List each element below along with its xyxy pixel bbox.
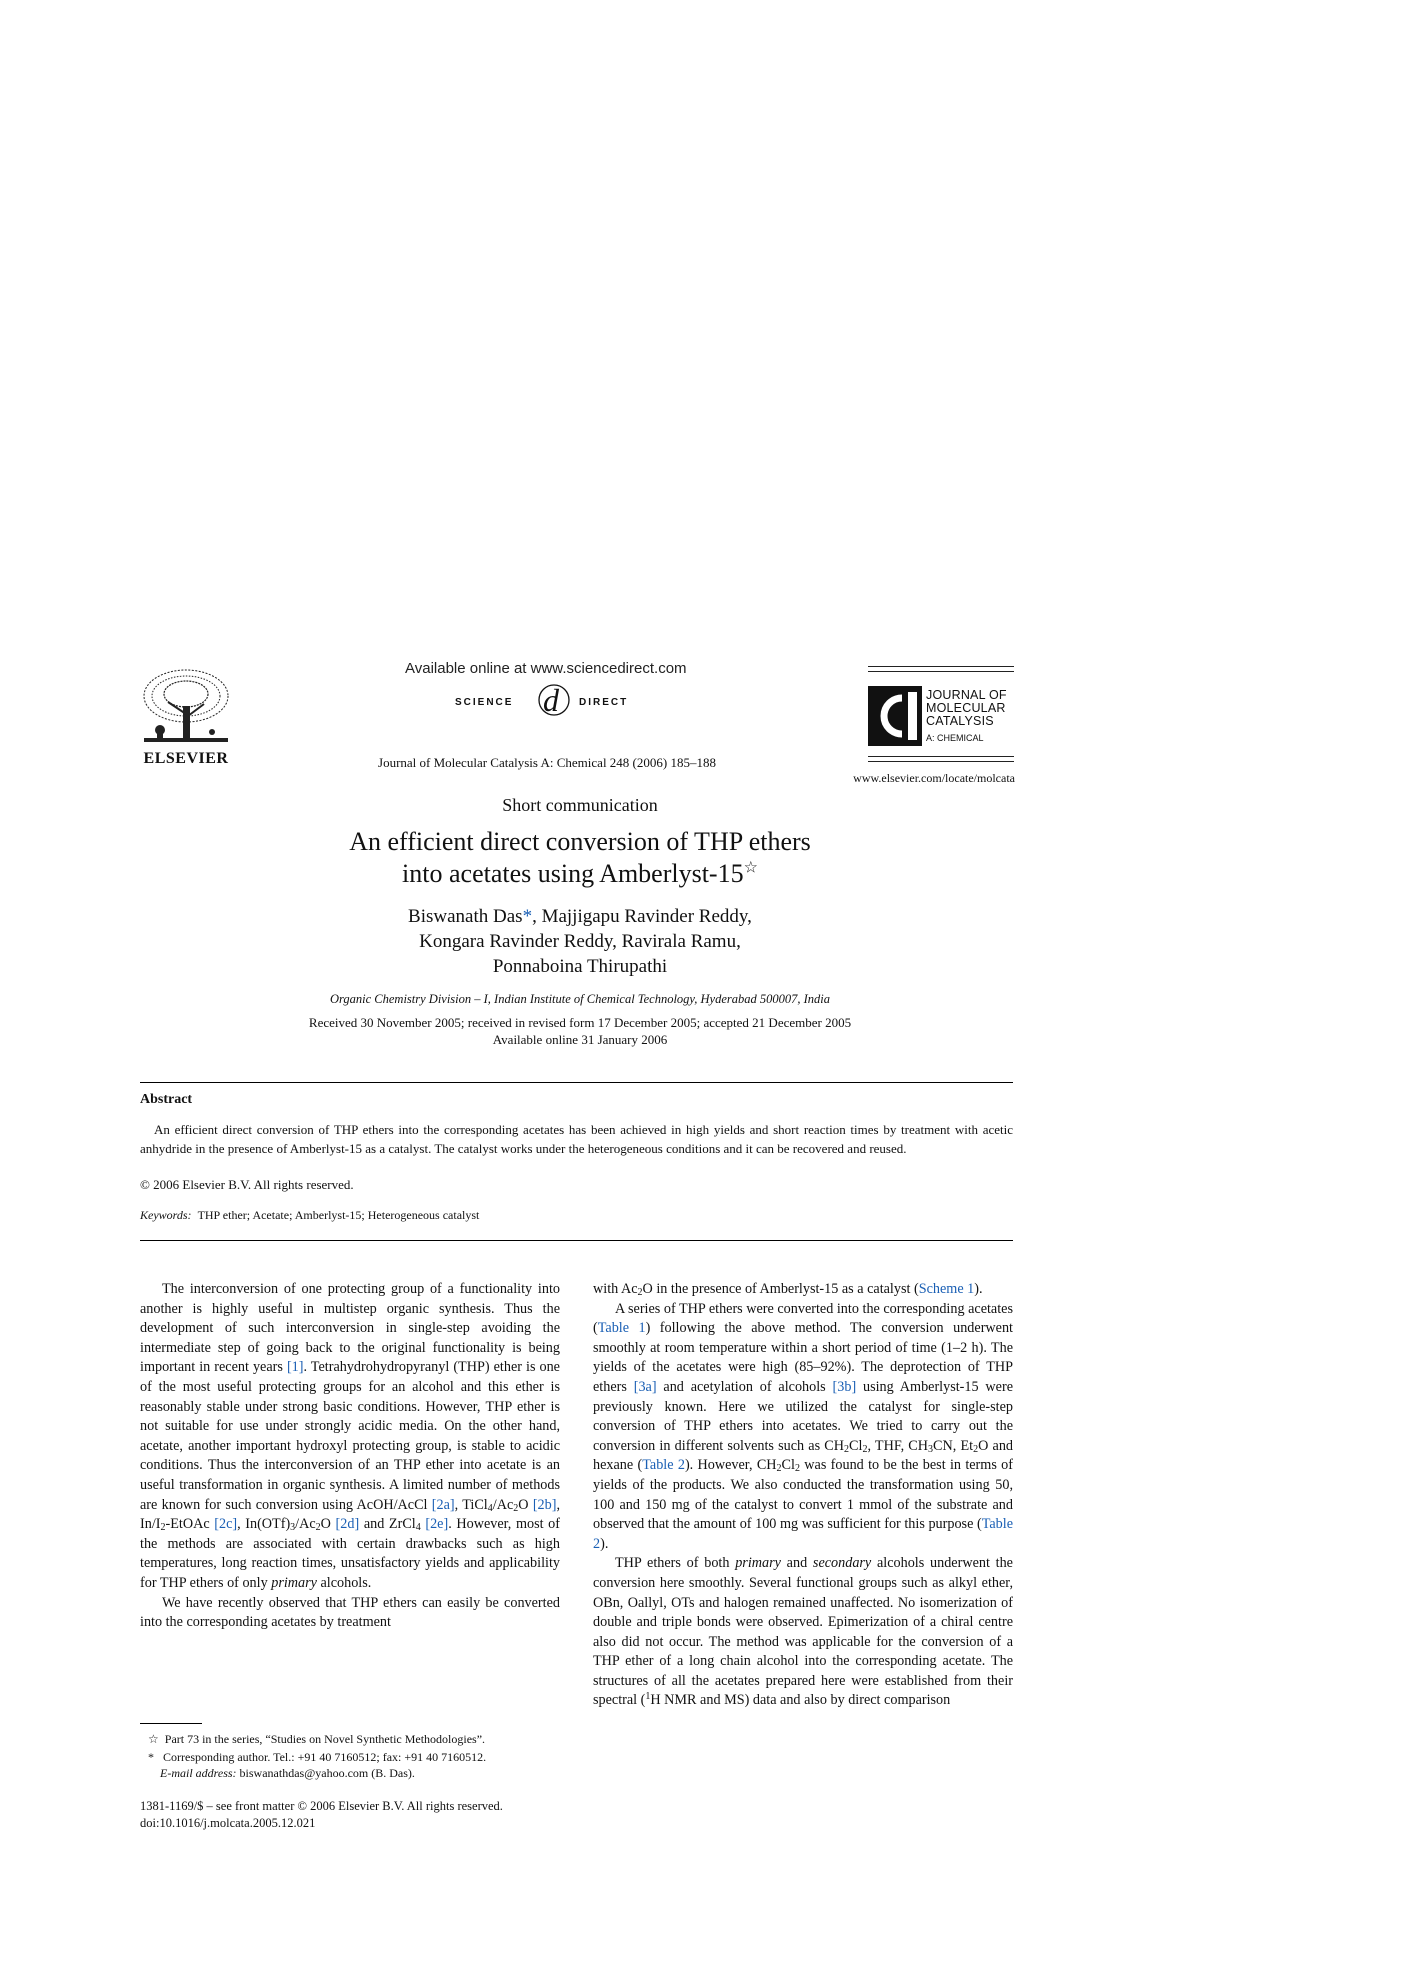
citation-link[interactable]: [2c]	[214, 1516, 238, 1533]
table-link[interactable]: Table 1	[597, 1320, 646, 1337]
scheme-link[interactable]: Scheme 1	[918, 1281, 975, 1297]
citation-link[interactable]: [3a]	[633, 1378, 657, 1395]
citation-link[interactable]: [1]	[286, 1359, 304, 1376]
body-column-right	[593, 1280, 1013, 1711]
journal-citation: Journal of Molecular Catalysis A: Chemical 248 (2006) 185–188	[378, 755, 716, 770]
journal-emblem-icon	[868, 686, 922, 746]
corresponding-author-asterisk-icon[interactable]: *	[522, 906, 533, 927]
citation-link[interactable]: [2d]	[335, 1516, 360, 1533]
author-name: Biswanath Das	[408, 906, 523, 927]
citation-link[interactable]: [2b]	[532, 1496, 557, 1513]
article-title	[260, 826, 900, 890]
article-title-text: into acetates using Amberlyst-15	[402, 859, 744, 888]
citation-link[interactable]: [2e]	[425, 1516, 449, 1533]
body-column-left	[140, 1280, 560, 1633]
journal-url-link[interactable]: www.elsevier.com/locate/molcata	[853, 771, 1015, 785]
title-footnote-star-icon[interactable]: ☆	[743, 859, 758, 877]
abstract-heading: Abstract	[140, 1092, 193, 1107]
footnote-corresponding	[148, 1749, 486, 1765]
journal-logo-rule	[868, 761, 1014, 762]
body-paragraph: with $Ac_2O$ in the presence of Amberlyst-15 as a catalyst (Scheme 1).	[593, 1281, 983, 1298]
available-online-date: Available online 31 January 2006	[492, 1032, 668, 1047]
elsevier-wordmark: ELSEVIER	[143, 750, 229, 767]
author-line: Ponnaboina Thirupathi	[492, 956, 668, 977]
affiliation: Organic Chemistry Division – I, Indian Institute of Chemical Technology, Hyderabad 500007, India	[329, 992, 831, 1006]
elsevier-tree-logo	[138, 666, 234, 750]
issn-block	[140, 1798, 503, 1832]
journal-logo-rule	[868, 666, 1014, 667]
author-name: , Majjigapu Ravinder Reddy,	[532, 906, 752, 927]
email-address[interactable]: biswanathdas@yahoo.com (B. Das).	[239, 1766, 415, 1780]
citation-link[interactable]: [2a]	[431, 1496, 455, 1513]
doi-link[interactable]: doi:10.1016/j.molcata.2005.12.021	[140, 1816, 316, 1830]
article-title-line	[260, 858, 900, 890]
author-list	[260, 904, 900, 979]
article-type: Short communication	[502, 795, 658, 815]
article-title-line: An efficient direct conversion of THP ethers	[349, 827, 811, 856]
footnote-series	[148, 1731, 485, 1747]
table-link[interactable]: Table 2	[642, 1457, 685, 1474]
body-paragraph: A series of THP ethers were converted into the corresponding acetates (Table 1) following the above method. The conversion underwent smoothly at room temperature within a short period of time (1–2 h). The yields of the acetates were high (85–92%). The deprotection of THP ethers [3a] and acetylation of alcohols [3b] using Amberlyst-15 were previously known. Here we utilized the catalyst for single-step conversion of THP ethers into acetates. We tried to carry out the conversion in different solvents such as $CH_2Cl_2$, THF, $CH_3CN$, $Et_2O$ and hexane (Table 2). However, $CH_2Cl_2$ was found to be the best in terms of yields of the products. We also conducted the transformation using 50, 100 and 150 mg of the catalyst to convert 1 mmol of the substrate and observed that the amount of 100 mg was sufficient for this purpose (Table 2).	[593, 1300, 1014, 1552]
copyright-notice: © 2006 Elsevier B.V. All rights reserved.	[140, 1177, 354, 1192]
journal-logo-rule	[868, 756, 1014, 757]
received-dates: Received 30 November 2005; received in revised form 17 December 2005; accepted 21 December 2005	[308, 1015, 852, 1030]
email-label: E-mail address:	[160, 1766, 237, 1780]
body-paragraph: We have recently observed that THP ethers can easily be converted into the corresponding acetates by treatment	[140, 1594, 560, 1631]
footnote-rule	[140, 1723, 202, 1724]
body-paragraph: THP ethers of both primary and secondary alcohols underwent the conversion here smoothly. Several functional groups such as alkyl ether, OBn, Oallyl, OTs and halogen remained unaffected. No isomerization of double and triple bonds were observed. Epimerization of a chiral centre also did not occur. The method was applicable for the conversion of a THP ether of a long chain alcohol into the corresponding acetate. The structures of all the acetates prepared here were established from their spectral ($^1$H NMR and MS) data and also by direct comparison	[593, 1555, 1013, 1709]
footnote-email	[160, 1765, 415, 1781]
footnote-star-icon: ☆	[148, 1732, 165, 1746]
issn-line: 1381-1169/$ – see front matter © 2006 Elsevier B.V. All rights reserved.	[140, 1799, 503, 1813]
table-link[interactable]: Table 2	[593, 1516, 1013, 1552]
svg-text:d: d	[543, 682, 559, 718]
sciencedirect-right-text: DIRECT	[579, 697, 629, 708]
footnote-text: Corresponding author. Tel.: +91 40 7160512; fax: +91 40 7160512.	[163, 1750, 487, 1764]
article-history	[260, 1014, 900, 1048]
journal-logo-subtitle: A: CHEMICAL	[926, 733, 984, 743]
author-line: Kongara Ravinder Reddy, Ravirala Ramu,	[419, 931, 741, 952]
abstract-body: An efficient direct conversion of THP ethers into the corresponding acetates has been achieved in high yields and short reaction times by treatment with acetic anhydride in the presence of Amberlyst-15 as a catalyst. The catalyst works under the heterogeneous conditions and it can be recovered and reused.	[140, 1122, 1013, 1156]
citation-link[interactable]: [3b]	[832, 1378, 857, 1395]
keywords	[140, 1208, 479, 1223]
journal-logo-title: JOURNAL OF MOLECULAR CATALYSIS	[926, 688, 1007, 728]
sciencedirect-logo	[455, 680, 655, 726]
abstract-top-rule	[140, 1082, 1013, 1083]
keywords-label: Keywords:	[140, 1208, 192, 1222]
available-online-text[interactable]: Available online at www.sciencedirect.com	[405, 660, 687, 677]
abstract-bottom-rule	[140, 1240, 1013, 1241]
keywords-list: THP ether; Acetate; Amberlyst-15; Heterogeneous catalyst	[197, 1208, 480, 1222]
body-paragraph: The interconversion of one protecting group of a functionality into another is highly useful in multistep organic synthesis. Thus the development of such interconversion in single-step avoiding the intermediate step of going back to the original functionality is being important in recent years [1]. Tetrahydrohydropyranyl (THP) ether is one of the most useful protecting groups for an alcohol and this ether is reasonably stable under strong basic conditions. However, THP ether is not suitable for use under strongly acidic media. On the other hand, acetate, another important hydroxyl protecting group, is stable to acidic conditions. Thus the interconversion of an THP ether into acetate is an useful transformation in organic synthesis. A limited number of methods are known for such conversion using AcOH/AcCl [2a], $TiCl_4/Ac_2O$ [2b], $In/I_2$-EtOAc [2c], $In(OTf)_3/Ac_2O$ [2d] and ZrCl$_4$ [2e]. However, most of the methods are associated with certain drawbacks such as high temperatures, long reaction times, unsatisfactory yields and applicability for THP ethers of only primary alcohols.	[140, 1281, 561, 1591]
abstract-text	[140, 1120, 1013, 1158]
footnote-text: Part 73 in the series, “Studies on Novel Synthetic Methodologies”.	[164, 1732, 486, 1746]
footnote-asterisk-icon: *	[148, 1750, 163, 1764]
author-line	[260, 904, 900, 929]
sciencedirect-left-text: SCIENCE	[455, 697, 514, 708]
journal-logo-rule	[868, 671, 1014, 672]
